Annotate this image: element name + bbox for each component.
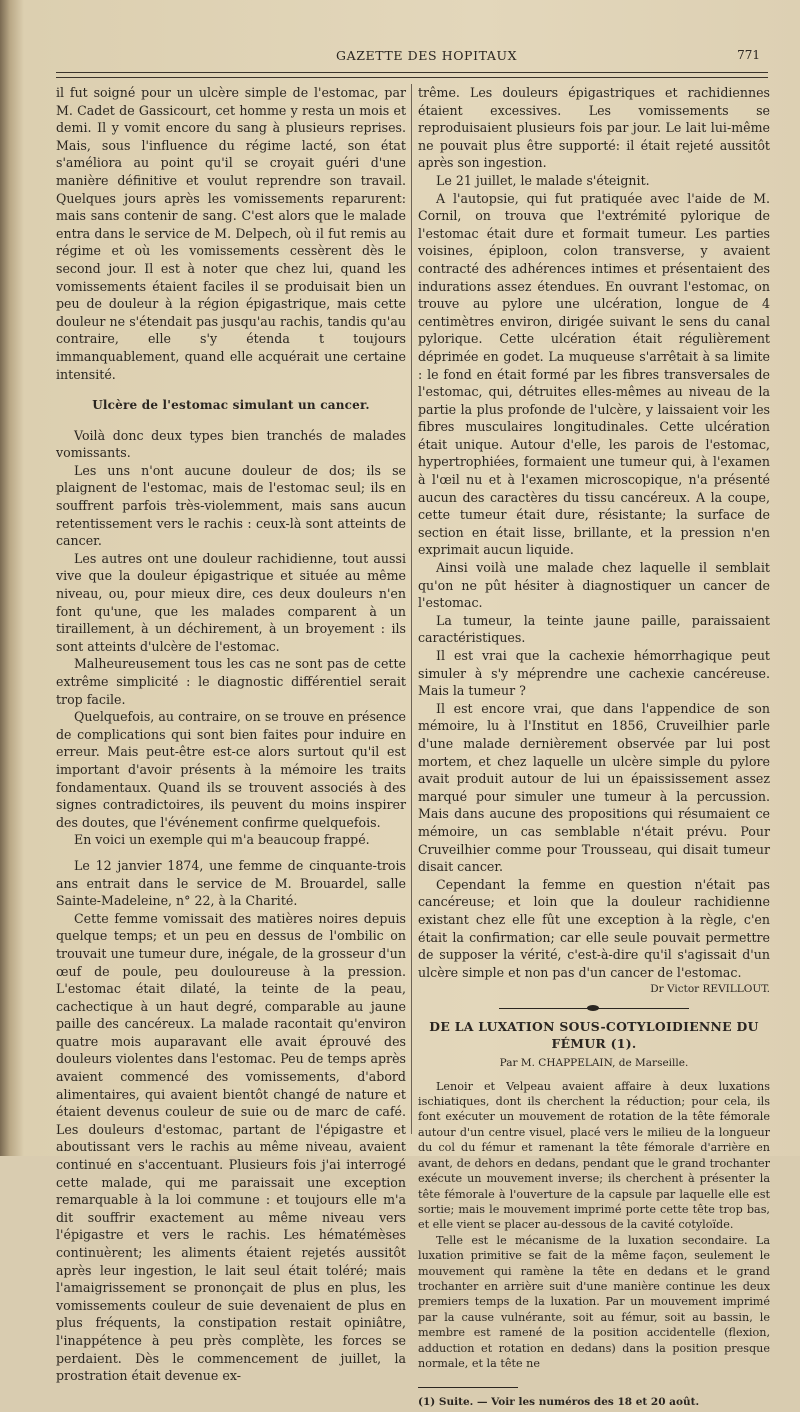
paragraph: Les uns n'ont aucune douleur de dos; ils se plaignent de l'estomac, mais de l'estomac seul; ils en souffrent parfois très-violemment, mais sans aucun retentissement vers le rachis : ceux-là sont atteints de cancer. — [56, 462, 406, 549]
paragraph: il fut soigné pour un ulcère simple de l'estomac, par M. Cadet de Gassicourt, cet homme y resta un mois et demi. Il y vomit encore du sang à plusieurs reprises. Mais, sous l'influence du régime lacté, son état s'améliora au point qu'il se croyait guéri d'une manière définitive et voulut reprendre son travail. Quelques jours après les vomissements reparurent: mais sans contenir de sang. C'est alors que le malade entra dans le service de M. Delpech, où il fut remis au régime et où les vomissements cessèrent dès le second jour. Il est à noter que chez lui, quand les vomissements étaient faciles il se produisait bien un peu de douleur à la région épigastrique, mais cette douleur ne s'étendait pas jusqu'au rachis, tandis qu'au contraire, elle s'y étenda t toujours immanquablement, quand elle acquérait une certaine intensité. — [56, 85, 406, 382]
header-rule — [56, 72, 768, 73]
paragraph: A l'autopsie, qui fut pratiquée avec l'aide de M. Cornil, on trouva que l'extrémité pylorique de l'estomac était dure et formait tumeur. Les parties voisines, épiploon, colon transverse, y avaient contracté des adhérences intimes et présentaient des indurations assez étendues. En ouvrant l'estomac, on trouve au pylore une ulcération, longue de 4 centimètres environ, dirigée suivant le sens du canal pylorique. Cette ulcération était régulièrement déprimée en godet. La muqueuse s'arrêtait à sa limite : le fond en était formé par les fibres transversales de l'estomac, qui, détruites elles-mêmes au niveau de la partie la plus profonde de l'ulcère, y laissaient voir les fibres musculaires longitudinales. Cette ulcération était unique. Autour d'elle, les parois de l'estomac, hypertrophiées, formaient une tumeur qui, à l'examen à l'œil nu et à l'examen microscopique, n'a présenté aucun des caractères du tissu cancéreux. A la coupe, cette tumeur était dure, résistante; la surface de section en était lisse, brillante, et la pression n'en exprimait aucun liquide. — [418, 190, 770, 558]
paragraph: Les autres ont une douleur rachidienne, tout aussi vive que la douleur épigastrique et située au même niveau, ou, pour mieux dire, ces deux douleurs n'en font qu'une, que les malades comparent à un tiraillement, à un déchirement, à un broyement : ils sont atteints d'ulcère de l'estomac. — [56, 550, 406, 654]
right-column — [418, 84, 770, 1412]
paragraph: Le 12 janvier 1874, une femme de cinquante-trois ans entrait dans le service de M. Brouardel, salle Sainte-Madeleine, n° 22, à la Charité. — [56, 857, 406, 909]
page-header — [56, 48, 776, 70]
paragraph: La tumeur, la teinte jaune paille, paraissaient caractéristiques. — [418, 612, 770, 646]
paragraph: trême. Les douleurs épigastriques et rachidiennes étaient excessives. Les vomissements se reproduisaient plusieurs fois par jour. Le lait lui-même ne pouvait plus être supporté: il était rejeté aussitôt après son ingestion. — [418, 85, 770, 171]
paragraph: Il est vrai que la cachexie hémorrhagique peut simuler à s'y méprendre une cachexie cancéreuse. Mais la tumeur ? — [418, 648, 770, 699]
paragraph: Voilà donc deux types bien tranchés de malades vomissants. — [56, 427, 406, 461]
journal-title: GAZETTE DES HOPITAUX — [336, 48, 518, 63]
paragraph: Il est encore vrai, que dans l'appendice de son mémoire, lu à l'Institut en 1856, Cruveilhier parle d'une malade dernièrement observée par lui post mortem, et chez laquelle un ulcère simple du pylore avait produit autour de lui un épaississement assez marqué pour simuler une tumeur à la percussion. Mais dans aucune des propositions qui résumaient ce mémoire, un cas semblable n'était prévu. Pour Cruveilhier comme pour Trousseau, qui disait tumeur disait cancer. — [418, 700, 770, 875]
footnote: (1) Suite. — Voir les numéros des 18 et 20 août. — [418, 1396, 700, 1409]
page-number: 771 — [737, 48, 760, 62]
paragraph: Cette femme vomissait des matières noires depuis quelque temps; et un peu en dessus de l'ombilic on trouvait une tumeur dure, inégale, de la grosseur d'un œuf de poule, peu douloureuse à la pression. L'estomac était dilaté, la teinte de la peau, cachectique à un haut degré, comparable au jaune paille des cancéreux. La malade racontait qu'environ quatre mois auparavant elle avait éprouvé des douleurs violentes dans l'estomac. Peu de temps après avaient commencé des vomissements, d'abord alimentaires, qui avaient bientôt changé de nature et étaient devenus couleur de suie ou de marc de café. Les douleurs d'estomac, partant de l'épigastre et aboutissant vers le rachis au même niveau, avaient continué en s'accentuant. Plusieurs fois j'ai interrogé cette malade, qui me paraissait une exception remarquable à la loi commune : et toujours elle m'a dit souffrir exactement au même niveau vers l'épigastre et vers le rachis. Les hématémèses continuèrent; les aliments étaient rejetés aussitôt après leur ingestion, le lait seul était toléré; mais l'amaigrissement se prononçait de plus en plus, les vomissements couleur de suie devenaient de plus en plus fréquents, la constipation restait opiniâtre, l'inappétence à peu près complète, les forces se perdaient. Dès le commencement de juillet, la prostration était devenue ex- — [56, 910, 406, 1384]
paragraph: En voici un exemple qui m'a beaucoup frappé. — [74, 832, 370, 848]
footnote-rule — [418, 1387, 518, 1388]
paragraph: Ainsi voilà une malade chez laquelle il semblait qu'on ne pût hésiter à diagnostiquer un cancer de l'estomac. — [418, 560, 770, 611]
header-rule-thin — [56, 77, 768, 78]
left-column — [56, 84, 406, 1385]
paragraph: Cependant la femme en question n'était pas cancéreuse; et loin que la douleur rachidienne existant chez elle fût une exception à la règle, c'en était la confirmation; car elle seule pouvait permettre de supposer la vérité, c'est-à-dire qu'il s'agissait d'un ulcère simple et non pas d'un cancer de l'estomac. — [418, 876, 770, 980]
ornamental-separator — [499, 1007, 689, 1010]
paragraph: Le 21 juillet, le malade s'éteignit. — [436, 172, 650, 188]
paragraph: Lenoir et Velpeau avaient affaire à deux luxations ischiatiques, dont ils cherchent la réduction; pour cela, ils font exécuter un mouvement de rotation de la tête fémorale autour d'un centre visuel, placé vers le milieu de la longueur du col du fémur et ramenant la tête fémorale d'arrière en avant, de dehors en dedans, pendant que le grand trochanter exécute un mouvement inverse; ils cherchent à présenter la tête fémorale à l'ouverture de la capsule par laquelle elle est sortie; mais le mouvement imprimé porte cette tête trop bas, et elle vient se placer au-dessous de la cavité cotyloïde. — [418, 1079, 770, 1232]
article-author: Par M. CHAPPELAIN, de Marseille. — [499, 1057, 689, 1070]
column-divider — [411, 84, 412, 1134]
section-heading: Ulcère de l'estomac simulant un cancer. — [92, 398, 370, 413]
article-title: DE LA LUXATION SOUS-COTYLOIDIENNE DU FÉMUR (1). — [429, 1018, 759, 1052]
paragraph: Telle est le mécanisme de la luxation secondaire. La luxation primitive se fait de la même façon, seulement le mouvement qui ramène la tête en dedans et le grand trochanter en arrière suit d'une manière continue les deux premiers temps de la luxation. Par un mouvement imprimé par la cause vulnérante, soit au fémur, soit au bassin, le membre est ramené de la position accidentelle (flexion, adduction et rotation en dedans) dans la position presque normale, et la tête ne — [418, 1233, 770, 1370]
author-signature: Dr Victor REVILLOUT. — [650, 983, 770, 996]
paragraph: Malheureusement tous les cas ne sont pas de cette extrême simplicité : le diagnostic différentiel serait trop facile. — [56, 656, 406, 707]
paragraph: Quelquefois, au contraire, on se trouve en présence de complications qui sont bien faites pour induire en erreur. Mais peut-être est-ce alors surtout qu'il est important d'avoir présents à la mémoire les traits fondamentaux. Quand ils se trouvent associés à des signes contradictoires, ils peuvent du moins inspirer des doutes, que l'événement confirme quelquefois. — [56, 709, 406, 830]
